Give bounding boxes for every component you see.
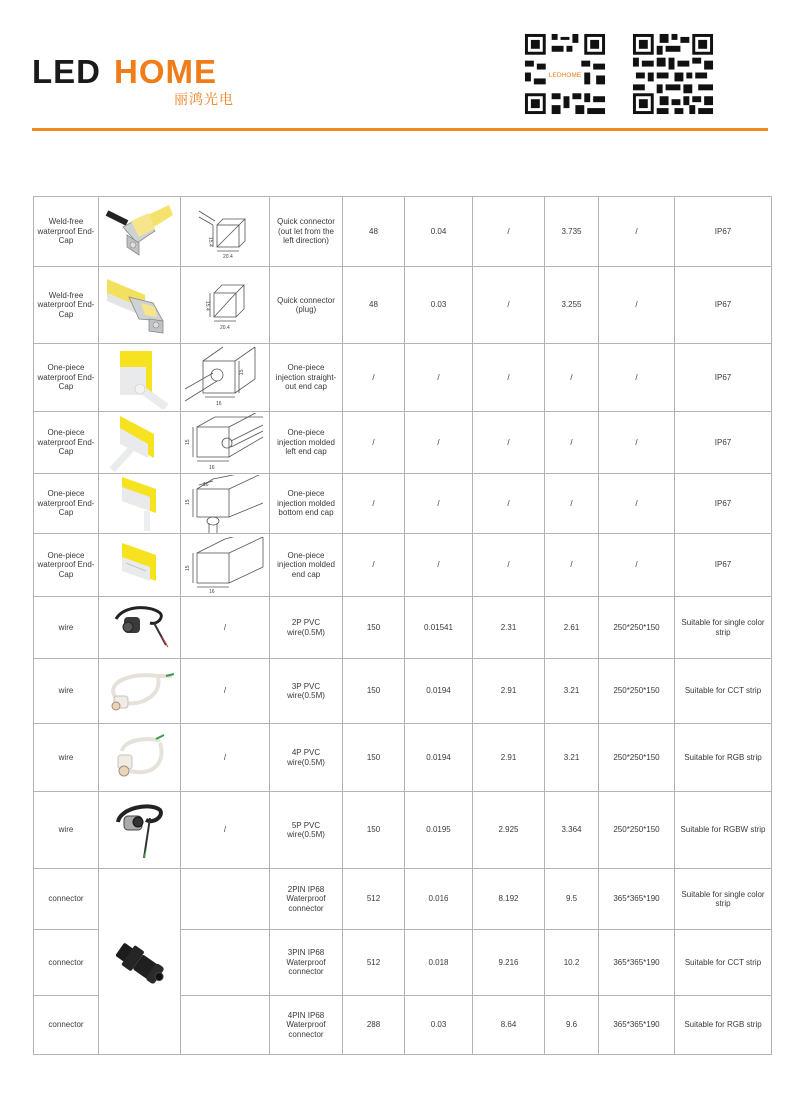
gross-weight-cell: / — [545, 412, 599, 474]
carton-size-cell: / — [599, 412, 675, 474]
category-cell: connector — [34, 996, 99, 1055]
note-cell: Suitable for CCT strip — [675, 659, 772, 724]
svg-text:20.4: 20.4 — [220, 325, 230, 331]
left-end-cap-photo-icon — [108, 414, 172, 472]
volume-cell: 0.0194 — [405, 724, 473, 792]
qty-cell: 48 — [343, 267, 405, 344]
gross-weight-cell: / — [545, 474, 599, 534]
product-photo — [99, 474, 181, 534]
table-row — [34, 792, 772, 869]
carton-size-cell: 250*250*150 — [599, 724, 675, 792]
volume-cell: 0.0195 — [405, 792, 473, 869]
3p-wire-photo-icon — [102, 668, 178, 714]
description-cell: 4P PVC wire(0.5M) — [270, 724, 343, 792]
table-row — [34, 412, 772, 474]
logo-text-home: HOME — [114, 53, 217, 90]
technical-drawing — [181, 474, 270, 534]
logo-text-led: LED — [32, 53, 101, 90]
ip68-connector-photo-icon — [110, 927, 170, 997]
description-cell: 2P PVC wire(0.5M) — [270, 597, 343, 659]
quick-connector-plug-photo-icon — [105, 273, 175, 337]
category-cell: connector — [34, 869, 99, 930]
table-row — [34, 597, 772, 659]
category-cell: connector — [34, 930, 99, 996]
gross-weight-cell: / — [545, 344, 599, 412]
qty-cell: 150 — [343, 724, 405, 792]
quick-connector-drawing-plug-icon — [190, 275, 260, 335]
technical-drawing — [181, 344, 270, 412]
description-cell: One-piece injection molded bottom end cap — [270, 474, 343, 534]
bottom-end-cap-drawing-icon — [183, 475, 267, 533]
qr-code-website-icon — [630, 31, 716, 117]
carton-size-cell: 365*365*190 — [599, 869, 675, 930]
left-end-cap-drawing-icon — [183, 413, 267, 473]
net-weight-cell: 2.91 — [473, 724, 545, 792]
note-cell: IP67 — [675, 412, 772, 474]
drawing-cell: / — [181, 597, 270, 659]
carton-size-cell: 365*365*190 — [599, 930, 675, 996]
volume-cell: / — [405, 344, 473, 412]
technical-drawing — [181, 267, 270, 344]
category-cell: One-piece waterproof End-Cap — [34, 474, 99, 534]
drawing-cell: / — [181, 792, 270, 869]
carton-size-cell: 250*250*150 — [599, 597, 675, 659]
volume-cell: / — [405, 474, 473, 534]
note-cell: Suitable for single color strip — [675, 869, 772, 930]
product-photo — [99, 197, 181, 267]
carton-size-cell: / — [599, 197, 675, 267]
carton-size-cell: / — [599, 344, 675, 412]
svg-text:15: 15 — [185, 498, 191, 505]
quick-connector-drawing-left-icon — [187, 203, 263, 261]
note-cell: Suitable for CCT strip — [675, 930, 772, 996]
table-row — [34, 534, 772, 597]
gross-weight-cell: 10.2 — [545, 930, 599, 996]
description-cell: One-piece injection molded left end cap — [270, 412, 343, 474]
qty-cell: / — [343, 474, 405, 534]
gross-weight-cell: 3.21 — [545, 724, 599, 792]
table-row — [34, 869, 772, 930]
logo-text-chinese: 丽鸿光电 — [174, 91, 234, 107]
svg-text:15: 15 — [185, 438, 191, 445]
description-cell: One-piece injection straight-out end cap — [270, 344, 343, 412]
product-photo — [99, 412, 181, 474]
product-photo — [99, 534, 181, 597]
net-weight-cell: 9.216 — [473, 930, 545, 996]
qty-cell: 150 — [343, 597, 405, 659]
gross-weight-cell: 3.735 — [545, 197, 599, 267]
svg-text:20.4: 20.4 — [223, 253, 233, 260]
description-cell: 5P PVC wire(0.5M) — [270, 792, 343, 869]
end-cap-drawing-icon — [183, 537, 267, 593]
svg-text:16: 16 — [203, 481, 209, 488]
category-cell: One-piece waterproof End-Cap — [34, 412, 99, 474]
description-cell: 3PIN IP68 Waterproof connector — [270, 930, 343, 996]
carton-size-cell: / — [599, 474, 675, 534]
product-photo — [99, 597, 181, 659]
note-cell: Suitable for RGB strip — [675, 996, 772, 1055]
table-row — [34, 344, 772, 412]
net-weight-cell: / — [473, 344, 545, 412]
end-cap-photo-icon — [110, 539, 170, 591]
net-weight-cell: 8.192 — [473, 869, 545, 930]
ledhome-logo — [32, 40, 242, 105]
accessory-spec-table — [33, 196, 772, 1055]
qty-cell: / — [343, 412, 405, 474]
category-cell: wire — [34, 597, 99, 659]
volume-cell: 0.03 — [405, 996, 473, 1055]
category-cell: One-piece waterproof End-Cap — [34, 344, 99, 412]
description-cell: 3P PVC wire(0.5M) — [270, 659, 343, 724]
technical-drawing — [181, 197, 270, 267]
svg-text:16: 16 — [216, 400, 222, 407]
table-row — [34, 197, 772, 267]
description-cell: Quick connector (out let from the left direction) — [270, 197, 343, 267]
qty-cell: 512 — [343, 930, 405, 996]
drawing-cell — [181, 930, 270, 996]
qty-cell: 150 — [343, 659, 405, 724]
note-cell: IP67 — [675, 534, 772, 597]
gross-weight-cell: 3.255 — [545, 267, 599, 344]
straight-end-cap-photo-icon — [108, 347, 172, 409]
category-cell: One-piece waterproof End-Cap — [34, 534, 99, 597]
category-cell: wire — [34, 792, 99, 869]
qty-cell: 150 — [343, 792, 405, 869]
qty-cell: / — [343, 344, 405, 412]
net-weight-cell: 2.31 — [473, 597, 545, 659]
svg-text:16: 16 — [209, 589, 215, 593]
gross-weight-cell: / — [545, 534, 599, 597]
straight-end-cap-drawing-icon — [183, 345, 267, 411]
volume-cell: 0.018 — [405, 930, 473, 996]
volume-cell: 0.01541 — [405, 597, 473, 659]
carton-size-cell: 250*250*150 — [599, 659, 675, 724]
table-row — [34, 267, 772, 344]
description-cell: 2PIN IP68 Waterproof connector — [270, 869, 343, 930]
note-cell: IP67 — [675, 267, 772, 344]
product-photo — [99, 792, 181, 869]
quick-connector-left-photo-icon — [105, 203, 175, 261]
net-weight-cell: / — [473, 474, 545, 534]
gross-weight-cell: 3.364 — [545, 792, 599, 869]
description-cell: Quick connector (plug) — [270, 267, 343, 344]
svg-text:15.4: 15.4 — [207, 236, 213, 247]
volume-cell: 0.016 — [405, 869, 473, 930]
net-weight-cell: / — [473, 197, 545, 267]
category-cell: Weld-free waterproof End-Cap — [34, 267, 99, 344]
table-row — [34, 659, 772, 724]
product-photo — [99, 267, 181, 344]
volume-cell: / — [405, 412, 473, 474]
table-row — [34, 724, 772, 792]
carton-size-cell: / — [599, 534, 675, 597]
qty-cell: / — [343, 534, 405, 597]
gross-weight-cell: 2.61 — [545, 597, 599, 659]
carton-size-cell: 365*365*190 — [599, 996, 675, 1055]
note-cell: Suitable for RGBW strip — [675, 792, 772, 869]
gross-weight-cell: 9.6 — [545, 996, 599, 1055]
qty-cell: 48 — [343, 197, 405, 267]
svg-text:15.4: 15.4 — [204, 301, 210, 311]
volume-cell: 0.0194 — [405, 659, 473, 724]
2p-wire-photo-icon — [110, 603, 170, 653]
svg-text:15: 15 — [185, 565, 191, 571]
net-weight-cell: / — [473, 267, 545, 344]
technical-drawing — [181, 412, 270, 474]
table-row — [34, 474, 772, 534]
4p-wire-photo-icon — [110, 733, 170, 783]
qr-code-wechat-icon — [522, 31, 608, 117]
qty-cell: 288 — [343, 996, 405, 1055]
net-weight-cell: / — [473, 412, 545, 474]
svg-text:15: 15 — [239, 368, 245, 375]
carton-size-cell: / — [599, 267, 675, 344]
drawing-cell — [181, 869, 270, 930]
category-cell: wire — [34, 724, 99, 792]
volume-cell: 0.03 — [405, 267, 473, 344]
net-weight-cell: 2.91 — [473, 659, 545, 724]
svg-text:16: 16 — [209, 464, 215, 471]
bottom-end-cap-photo-icon — [110, 475, 170, 533]
gross-weight-cell: 3.21 — [545, 659, 599, 724]
carton-size-cell: 250*250*150 — [599, 792, 675, 869]
net-weight-cell: 2.925 — [473, 792, 545, 869]
product-photo — [99, 344, 181, 412]
drawing-cell: / — [181, 659, 270, 724]
net-weight-cell: / — [473, 534, 545, 597]
header-divider — [32, 128, 768, 131]
note-cell: IP67 — [675, 197, 772, 267]
category-cell: Weld-free waterproof End-Cap — [34, 197, 99, 267]
qty-cell: 512 — [343, 869, 405, 930]
product-photo — [99, 869, 181, 1055]
volume-cell: 0.04 — [405, 197, 473, 267]
note-cell: IP67 — [675, 344, 772, 412]
volume-cell: / — [405, 534, 473, 597]
5p-wire-photo-icon — [110, 800, 170, 860]
product-photo — [99, 724, 181, 792]
gross-weight-cell: 9.5 — [545, 869, 599, 930]
description-cell: One-piece injection molded end cap — [270, 534, 343, 597]
net-weight-cell: 8.64 — [473, 996, 545, 1055]
drawing-cell — [181, 996, 270, 1055]
product-photo — [99, 659, 181, 724]
drawing-cell: / — [181, 724, 270, 792]
note-cell: Suitable for single color strip — [675, 597, 772, 659]
description-cell: 4PIN IP68 Waterproof connector — [270, 996, 343, 1055]
note-cell: IP67 — [675, 474, 772, 534]
category-cell: wire — [34, 659, 99, 724]
note-cell: Suitable for RGB strip — [675, 724, 772, 792]
technical-drawing — [181, 534, 270, 597]
svg-text:LEDHOME: LEDHOME — [548, 71, 582, 79]
